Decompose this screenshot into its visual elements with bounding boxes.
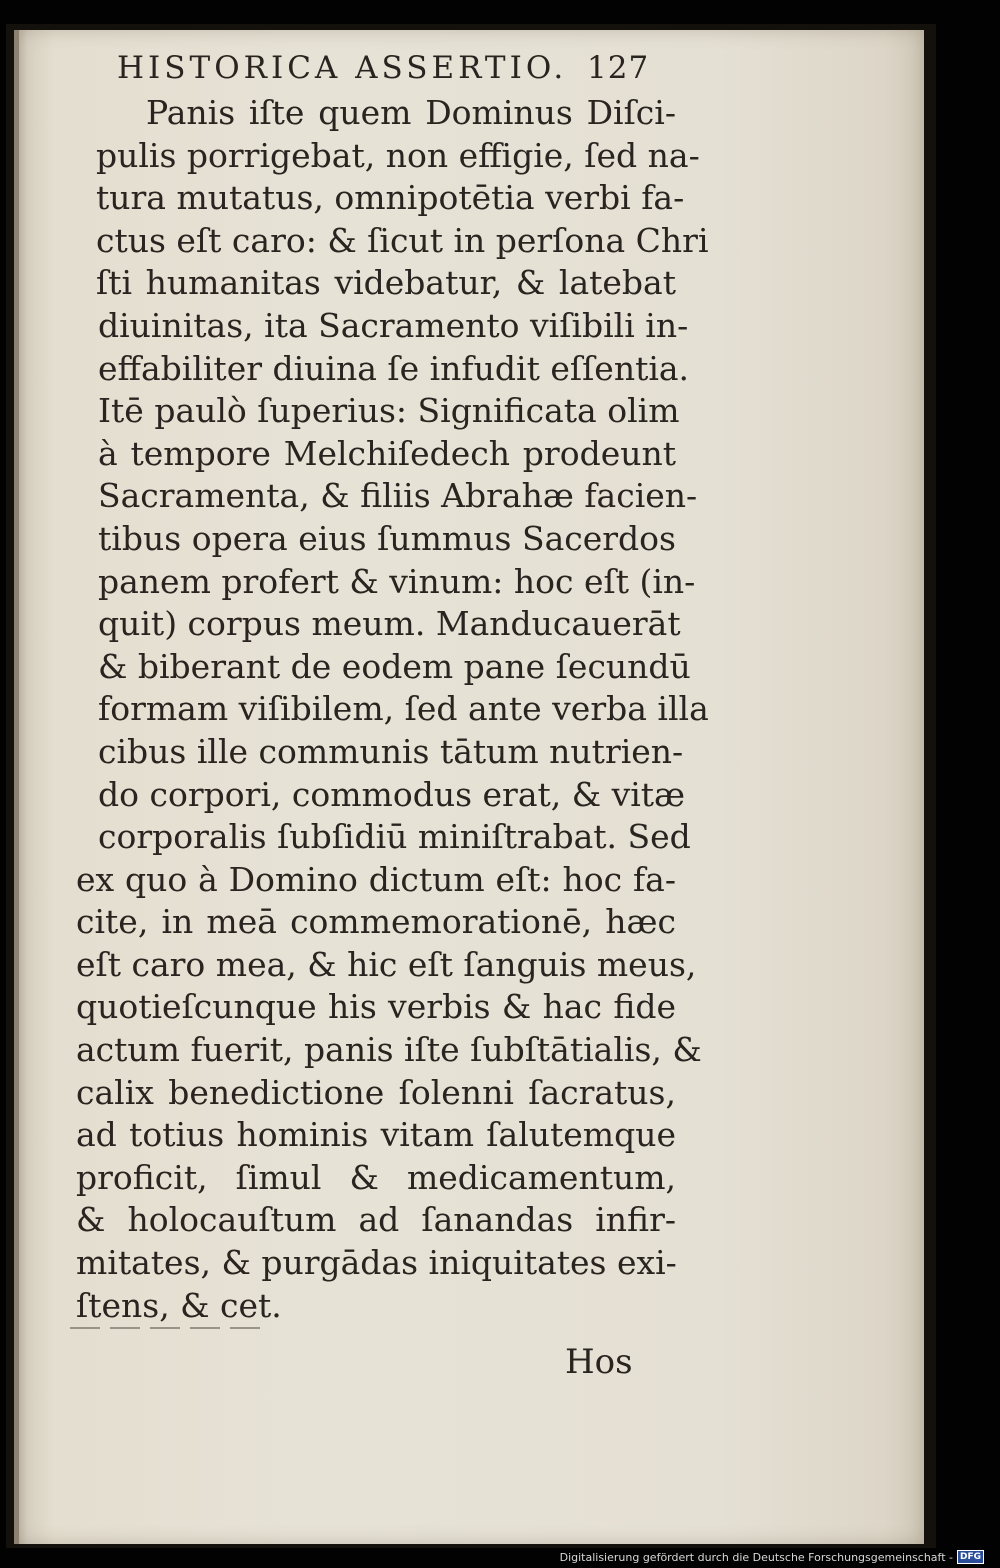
text-line: à tempore Melchiſedech prodeunt <box>98 433 676 473</box>
footnote-rule <box>70 1327 260 1329</box>
text-line: proficit, ſimul & medicamentum, <box>76 1157 676 1197</box>
text-line: formam viſibilem, ſed ante verba illa <box>98 689 709 729</box>
text-line: cibus ille communis tātum nutrien- <box>98 731 684 771</box>
text-line: corporalis ſubſidiū miniſtrabat. Sed <box>98 817 691 857</box>
text-line: & holocauſtum ad ſanandas infir- <box>76 1200 676 1240</box>
text-line: diuinitas, ita Sacramento viſibili in- <box>98 305 689 345</box>
digitization-credit <box>560 1548 984 1566</box>
page-gutter-edge <box>14 30 19 1544</box>
text-line: ad totius hominis vitam ſalutemque <box>76 1115 676 1155</box>
text-line: ſtens, & cet. <box>76 1285 282 1325</box>
text-line: Panis iſte quem Dominus Diſci- <box>146 93 676 132</box>
text-line: tura mutatus, omnipotētia verbi fa- <box>96 178 685 218</box>
text-line: ex quo à Domino dictum eſt: hoc fa- <box>76 859 676 899</box>
text-line: mitates, & purgādas iniquitates exi- <box>76 1243 677 1283</box>
running-head-title: HISTORICA ASSERTIO. <box>117 50 568 86</box>
body-text <box>76 92 709 1327</box>
text-line: Sacramenta, & filiis Abrahæ facien- <box>98 476 698 516</box>
text-line: effabiliter diuina ſe infudit eſſentia. <box>98 348 690 388</box>
catchword: Hos <box>565 1342 633 1382</box>
text-line: pulis porrigebat, non effigie, ſed na- <box>96 135 700 175</box>
text-line: ſti humanitas videbatur, & latebat <box>96 263 676 303</box>
text-line: cite, in meā commemorationē, hæc <box>76 902 676 942</box>
page-number: 127 <box>587 50 650 86</box>
text-line: quotieſcunque his verbis & hac fide <box>76 987 676 1027</box>
text-line: calix benedictione ſolenni ſacratus, <box>76 1072 676 1112</box>
dfg-logo: DFG <box>957 1550 984 1564</box>
text-line: actum fuerit, panis iſte ſubſtātialis, & <box>76 1030 702 1070</box>
text-line: do corpori, commodus erat, & vitæ <box>98 774 686 814</box>
text-line: Itē paulò ſuperius: Significata olim <box>98 391 680 431</box>
text-line: quit) corpus meum. Manducauerāt <box>98 604 681 644</box>
text-line: & biberant de eodem pane ſecundū <box>98 646 691 686</box>
text-line: ctus eſt caro: & ſicut in perſona Chri <box>96 220 709 260</box>
digitization-credit-text: Digitalisierung gefördert durch die Deutsche Forschungsgemeinschaft - <box>559 1550 953 1564</box>
text-line: panem profert & vinum: hoc eſt (in- <box>98 561 696 601</box>
text-line: eſt caro mea, & hic eſt ſanguis meus, <box>76 944 697 984</box>
text-line: tibus opera eius ſummus Sacerdos <box>98 518 676 558</box>
